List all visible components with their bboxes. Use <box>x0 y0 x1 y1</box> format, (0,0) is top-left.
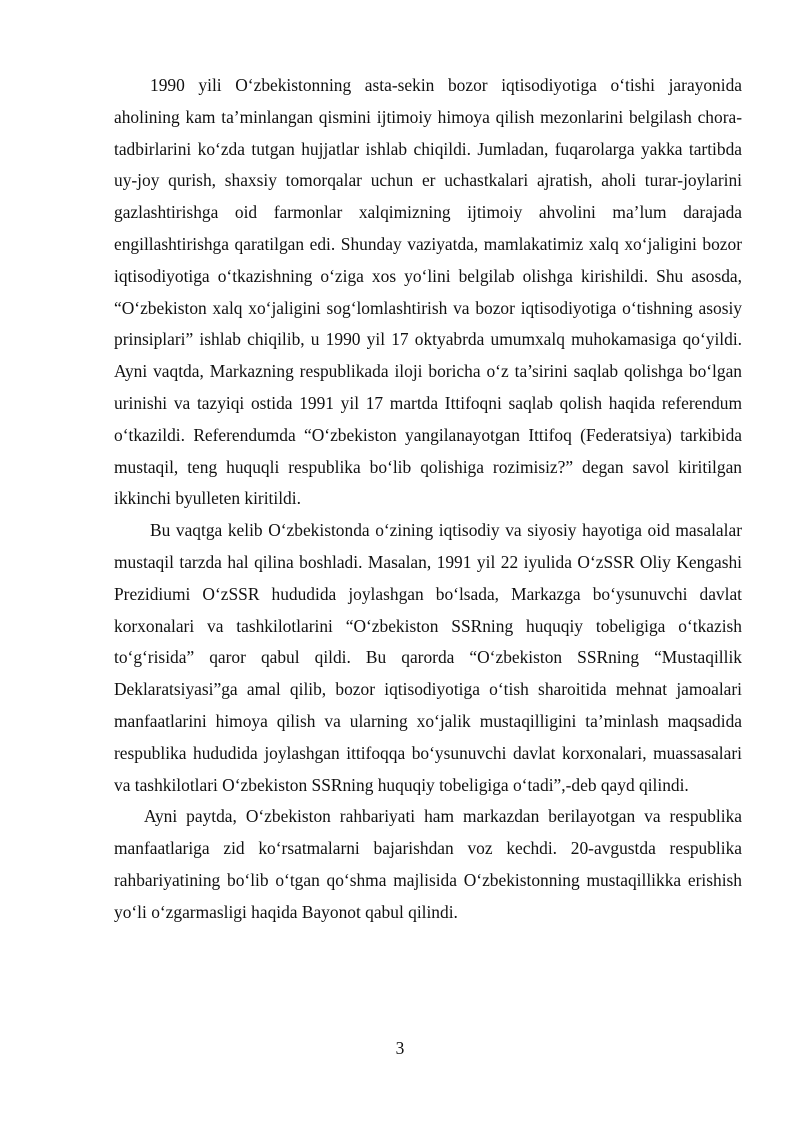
paragraph-1: 1990 yili O‘zbekistonning asta-sekin bozor iqtisodiyotiga o‘tishi jarayonida aholining kam ta’minlangan qismini ijtimoiy himoya qilish mezonlarini belgilash chora-tadbirlarini ko‘zda tutgan hujjatlar ishlab chiqildi. Jumladan, fuqarolarga yakka tartibda uy-joy qurish, shaxsiy tomorqalar uchun er uchastkalari ajratish, aholi turar-joylarini gazlashtirishga oid farmonlar xalqimizning ijtimoiy ahvolini ma’lum darajada engillashtirishga qaratilgan edi. Shunday vaziyatda, mamlakatimiz xalq xo‘jaligini bozor iqtisodiyotiga o‘tkazishning o‘ziga xos yo‘lini belgilab olishga kirishildi. Shu asosda, “O‘zbekiston xalq xo‘jaligini sog‘lomlashtirish va bozor iqtisodiyotiga o‘tishning asosiy prinsiplari” ishlab chiqilib, u 1990 yil 17 oktyabrda umumxalq muhokamasiga qo‘yildi. Ayni vaqtda, Markazning respublikada iloji boricha o‘z ta’sirini saqlab qolishga bo‘lgan urinishi va tazyiqi ostida 1991 yil 17 martda Ittifoqni saqlab qolish haqida referendum o‘tkazildi. Referendumda “O‘zbekiston yangilanayotgan Ittifoq (Federatsiya) tarkibida mustaqil, teng huquqli respublika bo‘lib qolishiga rozimisiz?” degan savol kiritilgan ikkinchi byulleten kiritildi. <box>114 75 742 509</box>
paragraph-3: Ayni paytda, O‘zbekiston rahbariyati ham markazdan berilayotgan va respublika manfaatlariga zid ko‘rsatmalarni bajarishdan voz kechdi. 20-avgustda respublika rahbariyatining bo‘lib o‘tgan qo‘shma majlisida O‘zbekistonning mustaqillikka erishish yo‘li o‘zgarmasligi haqida Bayonot qabul qilindi. <box>114 806 742 922</box>
paragraph-2: Bu vaqtga kelib O‘zbekistonda o‘zining iqtisodiy va siyosiy hayotiga oid masalalar mustaqil tarzda hal qilina boshladi. Masalan, 1991 yil 22 iyulida O‘zSSR Oliy Kengashi Prezidiumi O‘zSSR hududida joylashgan bo‘lsada, Markazga bo‘ysunuvchi davlat korxonalari va tashkilotlarini “O‘zbekiston SSRning huquqiy tobeligiga o‘tkazish to‘g‘risida” qaror qabul qildi. Bu qarorda “O‘zbekiston SSRning “Mustaqillik Deklaratsiyasi”ga amal qilib, bozor iqtisodiyotiga o‘tish sharoitida mehnat jamoalari manfaatlarini himoya qilish va ularning xo‘jalik mustaqilligini ta’minlash maqsadida respublika hududida joylashgan ittifoqqa bo‘ysunuvchi davlat korxonalari, muassasalari va tashkilotlari O‘zbekiston SSRning huquqiy tobeligiga o‘tadi”,-deb qayd qilindi. <box>114 520 742 795</box>
body-text <box>114 70 742 929</box>
page-number: 3 <box>395 1038 405 1058</box>
